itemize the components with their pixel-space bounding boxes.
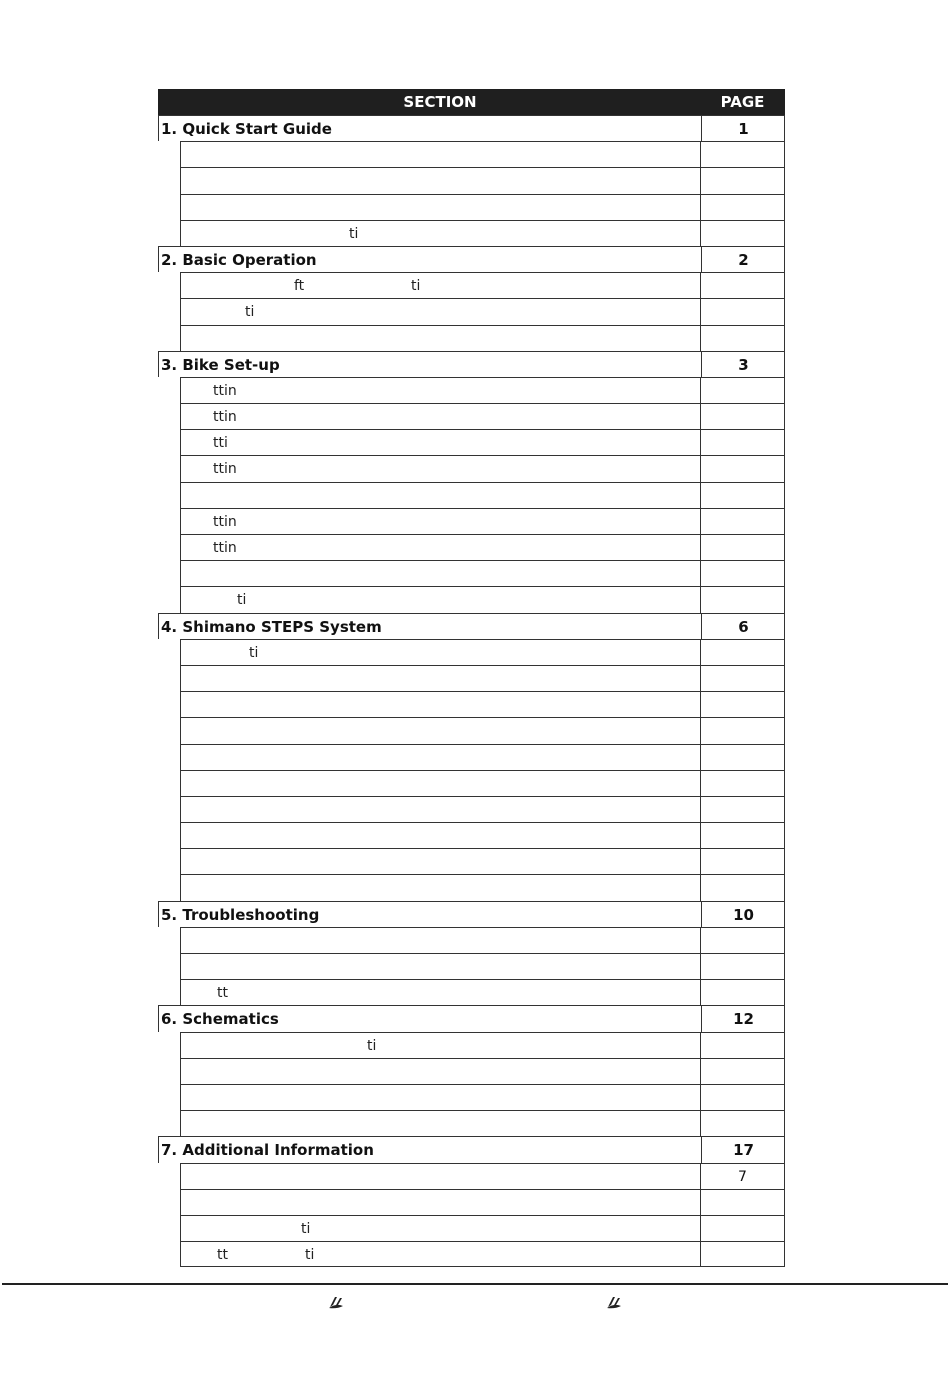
entry-title-cell [180,744,700,770]
entry-page-cell [700,534,785,560]
entry-page-cell [700,1032,785,1058]
entry-page-cell [700,717,785,743]
page-column-header: PAGE [720,93,765,111]
toc-entry-row [158,639,785,665]
toc-header [158,89,785,115]
toc-entry-row [158,508,785,534]
section-title: 2. Basic Operation [161,250,317,269]
toc-body [158,115,785,1267]
section-title: 5. Troubleshooting [161,905,320,924]
toc-entry-row [158,1110,785,1136]
toc-entry-row [158,665,785,691]
entry-page-cell [700,1241,785,1267]
toc-entry-row [158,796,785,822]
entry-title-cell [180,927,700,953]
entry-text-fragment: ttin [213,513,237,530]
entry-page-cell [700,822,785,848]
entry-page-cell [700,1084,785,1110]
entry-page-cell [700,1215,785,1241]
entry-title-cell [180,298,700,324]
entry-title-cell [180,1058,700,1084]
entry-text-fragment: ttin [213,461,237,478]
toc-entry-row [158,1189,785,1215]
entry-title-cell [180,1084,700,1110]
entry-title-cell [180,534,700,560]
section-page-number: 10 [701,902,785,927]
entry-page-cell [700,482,785,508]
toc-section-row [158,901,785,927]
entry-page-cell [700,770,785,796]
entry-title-cell [180,1215,700,1241]
toc-entry-row [158,691,785,717]
entry-title-cell [180,770,700,796]
footer-divider [2,1283,948,1285]
entry-page-cell [700,167,785,193]
entry-title-cell [180,796,700,822]
entry-title-cell [180,1189,700,1215]
toc-section-row [158,115,785,141]
entry-title-cell [180,560,700,586]
toc-section-row [158,246,785,272]
entry-title-cell [180,220,700,246]
entry-title-cell [180,325,700,351]
entry-page-cell [700,927,785,953]
entry-page-cell [700,979,785,1005]
toc-entry-row [158,822,785,848]
section-column-header: SECTION [403,93,477,111]
toc-entry-row [158,717,785,743]
entry-page-cell [700,848,785,874]
entry-text-fragment: ti [245,304,255,321]
toc-entry-row [158,1163,785,1189]
entry-text-fragment: ti [301,1220,311,1237]
toc-section-row [158,1136,785,1162]
entry-page-cell [700,586,785,612]
toc-entry-row [158,1084,785,1110]
entry-title-cell [180,194,700,220]
entry-text-fragment: ti [249,644,259,661]
entry-title-cell [180,403,700,429]
entry-title-cell [180,455,700,481]
toc-entry-row [158,141,785,167]
entry-page-cell [700,874,785,900]
toc-entry-row [158,325,785,351]
section-page-number: 1 [701,116,785,141]
toc-entry-row [158,298,785,324]
entry-title-cell [180,1163,700,1189]
section-page-number: 2 [701,247,785,272]
toc-entry-row [158,586,785,612]
entry-page-cell [700,403,785,429]
entry-title-cell [180,874,700,900]
toc-section-row [158,613,785,639]
entry-title-cell [180,1241,700,1267]
entry-page-cell [700,953,785,979]
toc-entry-row [158,953,785,979]
entry-page-cell [700,691,785,717]
entry-text-fragment: tt [217,985,228,1002]
toc-entry-row [158,1215,785,1241]
section-title: 6. Schematics [161,1010,279,1029]
entry-title-cell [180,272,700,298]
entry-page-cell [700,744,785,770]
entry-text-fragment: ttin [213,540,237,556]
section-title: 4. Shimano STEPS System [161,617,382,636]
section-page-number: 6 [701,614,785,639]
entry-title-cell [180,586,700,612]
entry-title-cell [180,848,700,874]
toc-entry-row [158,455,785,481]
entry-title-cell [180,482,700,508]
entry-title-cell [180,691,700,717]
entry-title-cell [180,1110,700,1136]
toc-entry-row [158,744,785,770]
entry-title-cell [180,665,700,691]
entry-title-cell [180,979,700,1005]
entry-page-cell [700,298,785,324]
entry-text-fragment: ti [305,1247,315,1264]
entry-page-cell [700,272,785,298]
section-page-number: 17 [701,1137,785,1162]
entry-title-cell [180,639,700,665]
entry-title-cell [180,953,700,979]
table-of-contents [158,89,785,1267]
entry-title-cell [180,377,700,403]
entry-text-fragment: ti [349,225,359,242]
section-page-number: 12 [701,1006,785,1031]
entry-page-cell [700,141,785,167]
toc-entry-row [158,927,785,953]
toc-entry-row [158,874,785,900]
section-title: 3. Bike Set-up [161,355,280,374]
toc-entry-row [158,272,785,298]
toc-entry-row [158,194,785,220]
entry-page-cell [700,1058,785,1084]
toc-entry-row [158,534,785,560]
entry-page-cell [700,508,785,534]
entry-page-number: 7 [738,1168,747,1185]
brand-logo-icon [605,1294,623,1310]
entry-page-cell [700,377,785,403]
toc-entry-row [158,377,785,403]
section-page-number: 3 [701,352,785,377]
entry-page-cell [700,194,785,220]
entry-title-cell [180,429,700,455]
toc-entry-row [158,167,785,193]
toc-entry-row [158,220,785,246]
entry-page-cell [700,455,785,481]
brand-logo-icon [327,1294,345,1310]
entry-text-fragment: ft [294,278,305,295]
entry-page-cell [700,639,785,665]
toc-entry-row [158,403,785,429]
entry-text-fragment: ttin [213,382,237,399]
toc-entry-row [158,429,785,455]
entry-text-fragment: ti [411,278,421,295]
toc-entry-row [158,560,785,586]
toc-entry-row [158,979,785,1005]
section-title: 7. Additional Information [161,1141,374,1160]
entry-text-fragment: tt [217,1247,228,1264]
toc-entry-row [158,482,785,508]
entry-page-cell [700,1110,785,1136]
entry-title-cell [180,822,700,848]
entry-text-fragment: ti [237,592,247,609]
section-title: 1. Quick Start Guide [161,120,332,138]
entry-page-cell [700,1189,785,1215]
entry-page-cell [700,796,785,822]
entry-title-cell [180,508,700,534]
entry-title-cell [180,167,700,193]
toc-section-row [158,1005,785,1031]
toc-section-row [158,351,785,377]
entry-title-cell [180,1032,700,1058]
entry-page-cell [700,665,785,691]
toc-entry-row [158,770,785,796]
toc-entry-row [158,1241,785,1267]
entry-title-cell [180,717,700,743]
entry-text-fragment: ti [367,1037,377,1054]
entry-text-fragment: ttin [213,409,237,426]
toc-entry-row [158,1032,785,1058]
entry-page-cell [700,560,785,586]
entry-page-cell [700,1163,785,1189]
entry-page-cell [700,220,785,246]
entry-page-cell [700,429,785,455]
toc-entry-row [158,1058,785,1084]
entry-title-cell [180,141,700,167]
toc-entry-row [158,848,785,874]
entry-page-cell [700,325,785,351]
entry-text-fragment: tti [213,435,228,452]
